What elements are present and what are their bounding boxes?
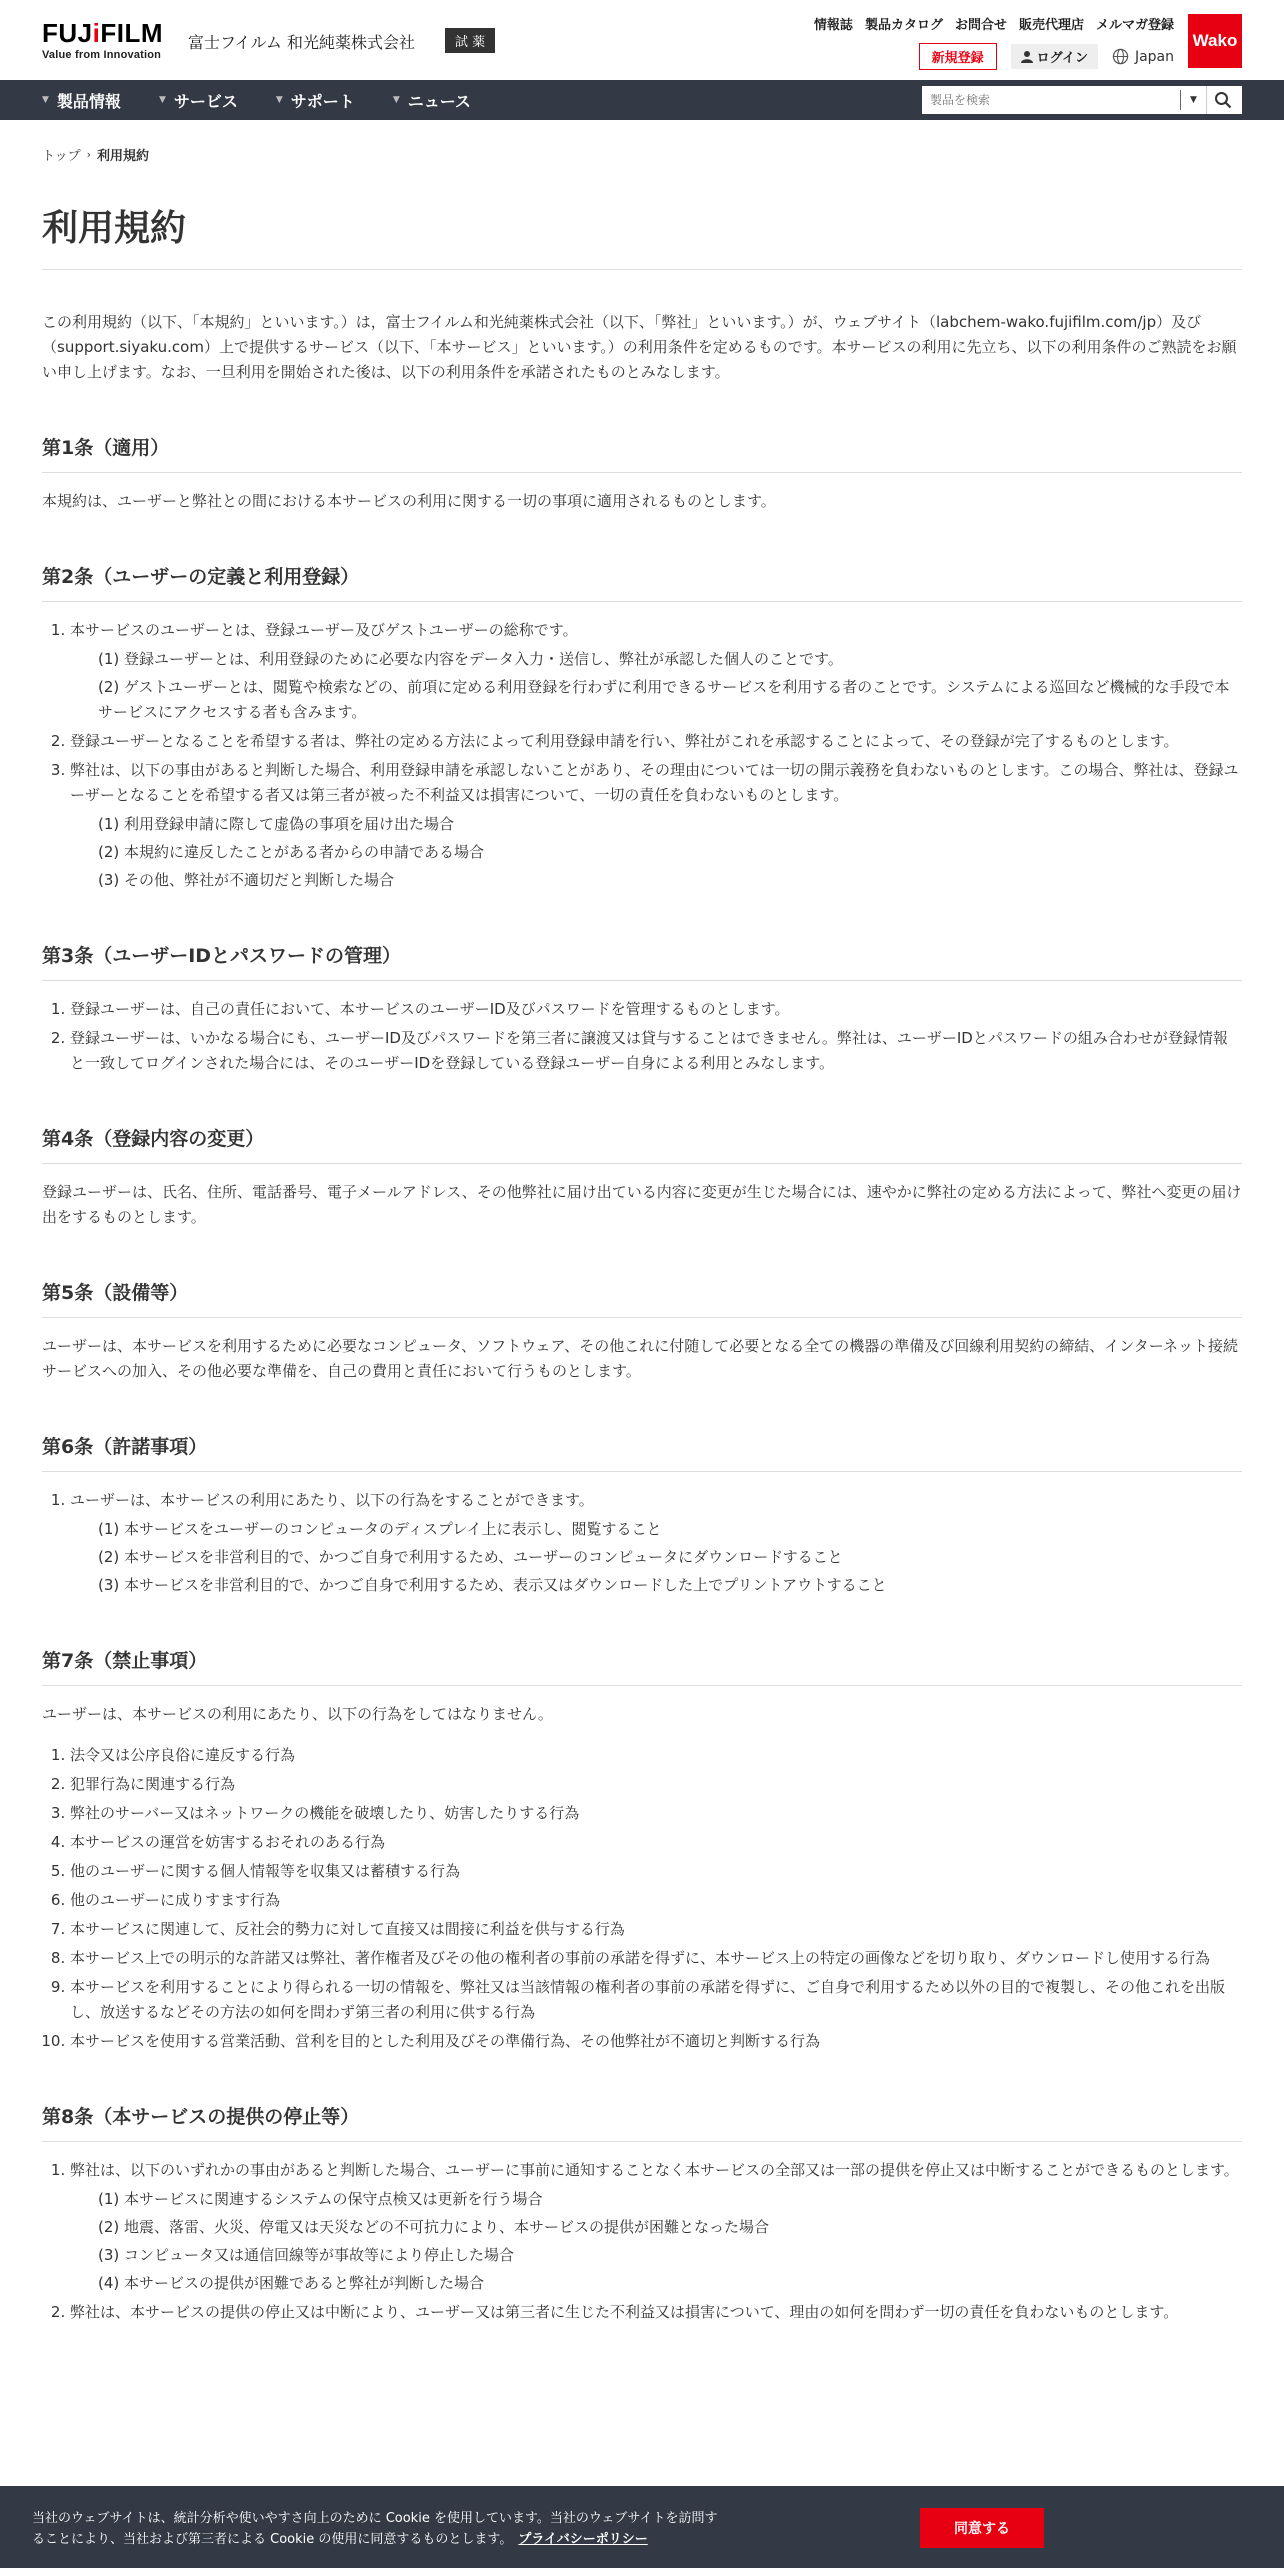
- article-8: [42, 2102, 1242, 2325]
- sub-list-item: (3) コンピュータ又は通信回線等が事故等により停止した場合: [98, 2246, 515, 2264]
- list-item: 1. 弊社は、以下のいずれかの事由があると判断した場合、ユーザーに事前に通知することなく本サービスの全部又は一部の提供を停止又は中断することができるものとします。 (1) 本サービスに関連するシステムの保守点検又は更新を行う場合 (2) 地震、落雷、火災、停電又は天災などの不可抗力により、本サービスの提供が困難となった場合 (3) コンピュータ又は通信回線等が事故等により停止した場合 (4) 本サービスの提供が困難であると弊社が判断した場合: [70, 2158, 1242, 2296]
- auth-bar: [919, 43, 1174, 70]
- list-item: 2. 登録ユーザーは、いかなる場合にも、ユーザーID及びパスワードを第三者に譲渡又は貸与することはできません。弊社は、ユーザーIDとパスワードの組み合わせが登録情報と一致してログインされた場合には、そのユーザーIDを登録している登録ユーザー自身による利用とみなします。: [70, 1026, 1242, 1076]
- utility-link-contact[interactable]: お問合せ: [954, 18, 1007, 33]
- sub-list-item: (2) 本サービスを非営利目的で、かつご自身で利用するため、ユーザーのコンピュータにダウンロードすること: [98, 1548, 843, 1566]
- cookie-accept-button[interactable]: 同意する: [920, 2508, 1044, 2548]
- main-nav: [0, 80, 1284, 120]
- article-2: [42, 562, 1242, 893]
- cookie-banner: [0, 2486, 1284, 2568]
- caret-down-icon: ▼: [275, 95, 283, 105]
- breadcrumb: [42, 145, 149, 164]
- main-content: [42, 200, 1242, 2329]
- sub-list: [70, 647, 1242, 725]
- sub-list: [70, 2187, 1242, 2296]
- article-heading: 第7条（禁止事項）: [42, 1646, 1242, 1686]
- logo-tagline: Value from Innovation: [42, 49, 162, 61]
- login-label: ログイン: [1036, 51, 1088, 66]
- sub-list-item: (2) ゲストユーザーとは、閲覧や検索などの、前項に定める利用登録を行わずに利用できるサービスを利用する者のことです。システムによる巡回など機械的な手段で本サービスにアクセスする者も含みます。: [98, 678, 1230, 721]
- search-scope-dropdown[interactable]: [1180, 90, 1206, 110]
- search-button[interactable]: [1206, 86, 1238, 114]
- caret-down-icon: ▼: [1190, 95, 1197, 105]
- breadcrumb-current: 利用規約: [97, 149, 150, 164]
- sub-list-item: (2) 地震、落雷、火災、停電又は天災などの不可抗力により、本サービスの提供が困難となった場合: [98, 2218, 770, 2236]
- utility-link-magazine[interactable]: 情報誌: [813, 18, 853, 33]
- page-title: 利用規約: [42, 200, 1242, 270]
- article-5: [42, 1278, 1242, 1384]
- list-item: 8. 本サービス上での明示的な許諾又は弊社、著作権者及びその他の権利者の事前の承諾を得ずに、本サービス上の特定の画像などを切り取り、ダウンロードし使用する行為: [70, 1946, 1242, 1971]
- list-item: 2. 登録ユーザーとなることを希望する者は、弊社の定める方法によって利用登録申請を行い、弊社がこれを承認することによって、その登録が完了するものとします。: [70, 729, 1242, 754]
- chevron-right-icon: ›: [86, 148, 92, 161]
- wako-logo[interactable]: Wako: [1188, 14, 1242, 68]
- article-1: [42, 433, 1242, 514]
- sub-list-item: (3) その他、弊社が不適切だと判断した場合: [98, 871, 395, 889]
- list-item: 4. 本サービスの運営を妨害するおそれのある行為: [70, 1830, 1242, 1855]
- nav-item-products[interactable]: ▼ 製品情報: [42, 91, 121, 111]
- sub-list: [70, 1517, 1242, 1598]
- caret-down-icon: ▼: [42, 95, 49, 105]
- list-item: 2. 弊社は、本サービスの提供の停止又は中断により、ユーザー又は第三者に生じた不利益又は損害について、理由の如何を問わず一切の責任を負わないものとします。: [70, 2300, 1242, 2325]
- list-item: 1. 法令又は公序良俗に違反する行為: [70, 1743, 1242, 1768]
- list-item: 2. 犯罪行為に関連する行為: [70, 1772, 1242, 1797]
- list-item: 1. 登録ユーザーは、自己の責任において、本サービスのユーザーID及びパスワードを管理するものとします。: [70, 997, 1242, 1022]
- article-list: [42, 1488, 1242, 1598]
- article-text: 本規約は、ユーザーと弊社との間における本サービスの利用に関する一切の事項に適用されるものとします。: [42, 492, 776, 510]
- list-item: 1. 本サービスのユーザーとは、登録ユーザー及びゲストユーザーの総称です。 (1) 登録ユーザーとは、利用登録のために必要な内容をデータ入力・送信し、弊社が承認した個人のことです。 (2) ゲストユーザーとは、閲覧や検索などの、前項に定める利用登録を行わずに利用できるサービスを利用する者のことです。システムによる巡回など機械的な手段で本サービスにアクセスする者も含みます。: [70, 618, 1242, 725]
- breadcrumb-home[interactable]: トップ: [42, 149, 81, 164]
- globe-icon: [1112, 48, 1129, 65]
- language-selector[interactable]: [1112, 48, 1174, 65]
- article-7: [42, 1646, 1242, 2054]
- company-name: 富士フイルム 和光純薬株式会社: [188, 33, 416, 52]
- sub-list-item: (1) 利用登録申請に際して虚偽の事項を届け出た場合: [98, 815, 455, 833]
- cookie-text: 当社のウェブサイトは、統計分析や使いやすさ向上のために Cookie を使用しています。当社のウェブサイトを訪問することにより、当社および第三者による Cookie の使用に同意するものとします。 プライバシーポリシー: [32, 2511, 718, 2547]
- search-input[interactable]: [922, 87, 1180, 113]
- register-button[interactable]: 新規登録: [919, 43, 997, 70]
- sub-list-item: (1) 登録ユーザーとは、利用登録のために必要な内容をデータ入力・送信し、弊社が承認した個人のことです。: [98, 650, 843, 668]
- utility-links: [814, 14, 1174, 33]
- sub-list-item: (1) 本サービスをユーザーのコンピュータのディスプレイ上に表示し、閲覧すること: [98, 1520, 662, 1538]
- sub-list: [70, 812, 1242, 893]
- article-4: [42, 1124, 1242, 1230]
- utility-link-catalog[interactable]: 製品カタログ: [864, 18, 943, 33]
- article-text: ユーザーは、本サービスの利用にあたり、以下の行為をしてはなりません。: [42, 1705, 553, 1723]
- article-list: [42, 1743, 1242, 2054]
- language-label: Japan: [1134, 48, 1174, 65]
- article-heading: 第6条（許諾事項）: [42, 1432, 1242, 1472]
- user-icon: [1021, 50, 1033, 63]
- article-list: [42, 618, 1242, 893]
- article-3: [42, 941, 1242, 1076]
- login-button[interactable]: [1011, 44, 1098, 69]
- article-6: [42, 1432, 1242, 1598]
- nav-item-support[interactable]: ▼ サポート: [275, 91, 355, 111]
- article-heading: 第5条（設備等）: [42, 1278, 1242, 1318]
- utility-link-distributor[interactable]: 販売代理店: [1018, 18, 1084, 33]
- sub-list-item: (1) 本サービスに関連するシステムの保守点検又は更新を行う場合: [98, 2190, 543, 2208]
- list-item: 3. 弊社のサーバー又はネットワークの機能を破壊したり、妨害したりする行為: [70, 1801, 1242, 1826]
- list-item: 10. 本サービスを使用する営業活動、営利を目的とした利用及びその準備行為、その他弊社が不適切と判断する行為: [70, 2029, 1242, 2054]
- list-item: 6. 他のユーザーに成りすます行為: [70, 1888, 1242, 1913]
- caret-down-icon: ▼: [158, 95, 166, 105]
- caret-down-icon: ▼: [392, 95, 400, 105]
- list-item: 1. ユーザーは、本サービスの利用にあたり、以下の行為をすることができます。 (1) 本サービスをユーザーのコンピュータのディスプレイ上に表示し、閲覧すること (2) 本サービスを非営利目的で、かつご自身で利用するため、ユーザーのコンピュータにダウンロードすること (3) 本サービスを非営利目的で、かつご自身で利用するため、表示又はダウンロードした上でプリントアウトすること: [70, 1488, 1242, 1598]
- list-item: 7. 本サービスに関連して、反社会的勢力に対して直接又は間接に利益を供与する行為: [70, 1917, 1242, 1942]
- sub-list-item: (3) 本サービスを非営利目的で、かつご自身で利用するため、表示又はダウンロードした上でプリントアウトすること: [98, 1576, 887, 1594]
- site-header: [0, 0, 1284, 80]
- article-heading: 第1条（適用）: [42, 433, 1242, 473]
- article-heading: 第4条（登録内容の変更）: [42, 1124, 1242, 1164]
- privacy-policy-link[interactable]: プライバシーポリシー: [518, 2532, 648, 2547]
- search-icon: [1214, 91, 1232, 109]
- sub-list-item: (2) 本規約に違反したことがある者からの申請である場合: [98, 843, 485, 861]
- article-text: 登録ユーザーは、氏名、住所、電話番号、電子メールアドレス、その他弊社に届け出ている内容に変更が生じた場合には、速やかに弊社の定める方法によって、弊社へ変更の届け出をするものとします。: [42, 1183, 1242, 1226]
- intro-text: この利用規約（以下、「本規約」といいます。）は，富士フイルム和光純薬株式会社（以下、「弊社」といいます。）が、ウェブサイト（labchem-wako.fujifilm.com/jp）及び（support.siyaku.com）上で提供するサービス（以下、「本サービス」といいます。）の利用条件を定めるものです。本サービスの利用に先立ち、以下の利用条件のご熟読をお願い申し上げます。なお、一旦利用を開始された後は、以下の利用条件を承諾されたものとみなします。: [42, 313, 1237, 381]
- list-item: 9. 本サービスを利用することにより得られる一切の情報を、弊社又は当該情報の権利者の事前の承諾を得ずに、ご自身で利用するため以外の目的で複製し、その他これを出版し、放送するなどその方法の如何を問わず第三者の利用に供する行為: [70, 1975, 1242, 2025]
- fujifilm-logo[interactable]: FUJiFILM Value from Innovation: [42, 18, 164, 61]
- nav-item-services[interactable]: ▼ サービス: [158, 91, 238, 111]
- list-item: 3. 弊社は、以下の事由があると判断した場合、利用登録申請を承認しないことがあり、その理由については一切の開示義務を負わないものとします。この場合、弊社は、登録ユーザーとなることを希望する者又は第三者が被った不利益又は損害について、一切の責任を負わないものとします。 (1) 利用登録申請に際して虚偽の事項を届け出た場合 (2) 本規約に違反したことがある者からの申請である場合 (3) その他、弊社が不適切だと判断した場合: [70, 758, 1242, 893]
- article-list: [42, 2158, 1242, 2325]
- article-text: ユーザーは、本サービスを利用するために必要なコンピュータ、ソフトウェア、その他これに付随して必要となる全ての機器の準備及び回線利用契約の締結、インターネット接続サービスへの加入、その他必要な準備を、自己の費用と責任において行うものとします。: [42, 1337, 1238, 1380]
- article-heading: 第2条（ユーザーの定義と利用登録）: [42, 562, 1242, 602]
- category-badge: 試 薬: [445, 28, 495, 53]
- search-box: [922, 86, 1242, 114]
- list-item: 5. 他のユーザーに関する個人情報等を収集又は蓄積する行為: [70, 1859, 1242, 1884]
- article-heading: 第8条（本サービスの提供の停止等）: [42, 2102, 1242, 2142]
- sub-list-item: (4) 本サービスの提供が困難であると弊社が判断した場合: [98, 2274, 485, 2292]
- article-list: [42, 997, 1242, 1076]
- nav-item-news[interactable]: ▼ ニュース: [392, 91, 471, 111]
- utility-link-newsletter[interactable]: メルマガ登録: [1095, 18, 1174, 33]
- article-heading: 第3条（ユーザーIDとパスワードの管理）: [42, 941, 1242, 981]
